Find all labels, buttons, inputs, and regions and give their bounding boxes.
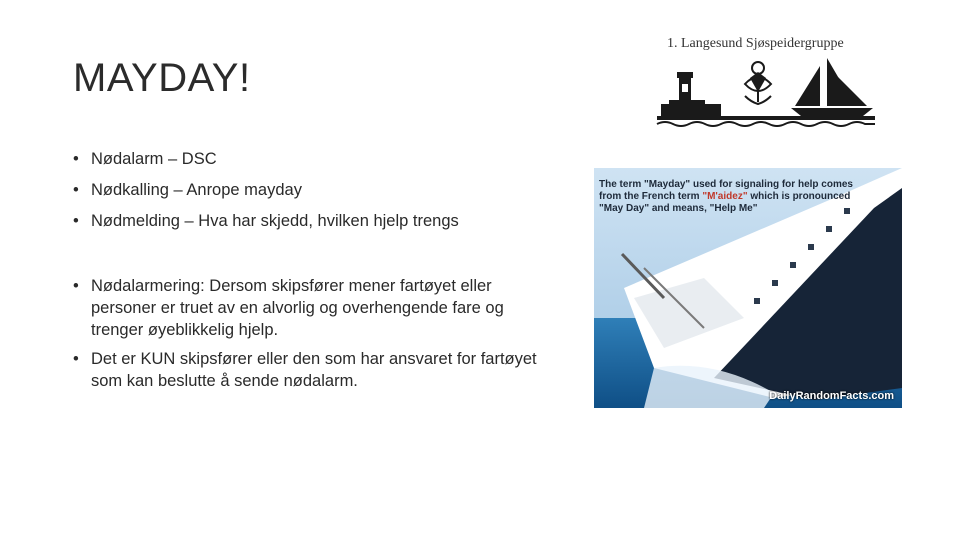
- bullet-item: • Nødalarmering: Dersom skipsfører mener fartøyet eller personer er truet av en alvorlig og overhengende fare og trenger øyeblikkelig hjelp.: [73, 275, 541, 341]
- photo-watermark: DailyRandomFacts.com: [769, 390, 894, 402]
- logo-graphic: [655, 54, 880, 134]
- bullet-item: • Det er KUN skipsfører eller den som har ansvaret for fartøyet som kan beslutte å sende nødalarm.: [73, 348, 541, 392]
- bullet-item: • Nødalarm – DSC: [73, 148, 217, 170]
- bullet-item: • Nødmelding – Hva har skjedd, hvilken hjelp trengs: [73, 210, 459, 232]
- sinking-ship-photo: [594, 168, 902, 408]
- photo-caption: The term "Mayday" used for signaling for help comes from the French term "M'aidez" which is pronounced "May Day" and means, "Help Me": [599, 179, 853, 214]
- logo-text: 1. Langesund Sjøspeidergruppe: [667, 36, 844, 51]
- scout-group-logo: [655, 36, 880, 132]
- slide-title: MAYDAY!: [73, 56, 251, 100]
- bullet-item: • Nødkalling – Anrope mayday: [73, 179, 302, 201]
